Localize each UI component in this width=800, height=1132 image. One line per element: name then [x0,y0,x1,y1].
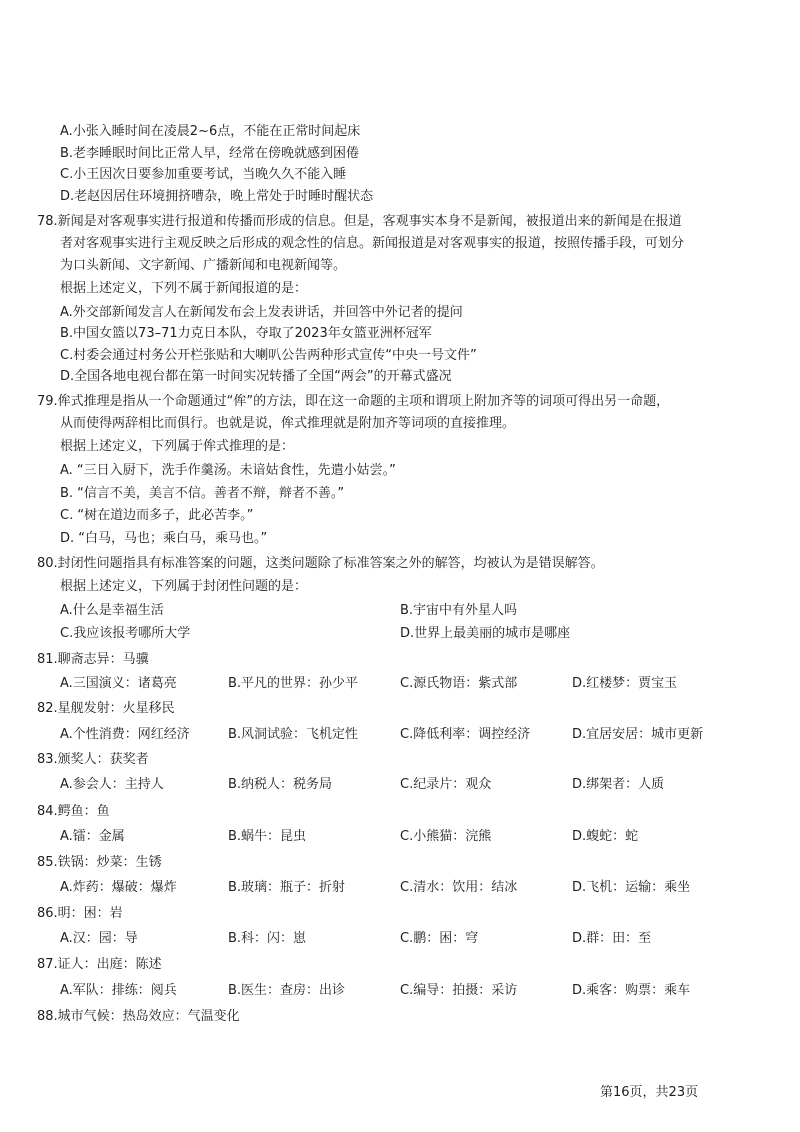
q84-option-a: A.镭：金属 [60,829,125,844]
q82-option-d: D.宜居安居：城市更新 [572,727,704,742]
q83-option-b: B.纳税人：税务局 [228,777,333,792]
q87-option-c: C.编导：拍摄：采访 [400,983,518,998]
q78-option-c: C.村委会通过村务公开栏张贴和大喇叭公告两种形式宣传“中央一号文件” [60,348,477,363]
q83-stem: 83.颁奖人：获奖者 [37,752,149,767]
q85-stem: 85.铁锅：炒菜：生锈 [37,855,162,870]
q79-prompt: 根据上述定义，下列属于侔式推理的是： [60,439,295,454]
q78-option-d: D.全国各地电视台都在第一时间实况转播了全国“两会”的开幕式盛况 [60,369,452,384]
q80-option-b: B.宇宙中有外星人吗 [400,603,518,618]
q82-option-a: A.个性消费：网红经济 [60,727,190,742]
q79-stem-line1: 79.侔式推理是指从一个命题通过“侔”的方法，即在这一命题的主项和谓项上附加齐等的词项可得出另一命题， [37,394,670,409]
q77-option-d: D.老赵因居住环境拥挤嘈杂，晚上常处于时睡时醒状态 [60,189,374,204]
q85-option-b: B.玻璃：瓶子：折射 [228,880,346,895]
q79-option-c: C. “树在道边而多子，此必苦李。” [60,508,254,523]
q87-option-b: B.医生：查房：出诊 [228,983,346,998]
q87-option-d: D.乘客：购票：乘车 [572,983,691,998]
q83-option-c: C.纪录片：观众 [400,777,492,792]
q85-option-c: C.清水：饮用：结冰 [400,880,518,895]
q83-option-d: D.绑架者：人质 [572,777,665,792]
q78-prompt: 根据上述定义，下列不属于新闻报道的是： [60,281,308,296]
q82-option-b: B.风洞试验：飞机定性 [228,727,359,742]
q82-option-c: C.降低利率：调控经济 [400,727,531,742]
q83-option-a: A.参会人：主持人 [60,777,164,792]
q78-stem-line2: 者对客观事实进行主观反映之后形成的观念性的信息。新闻报道是对客观事实的报道，按照传播手段，可划分 [60,236,685,251]
q84-option-c: C.小熊猫：浣熊 [400,829,492,844]
q88-stem: 88.城市气候：热岛效应：气温变化 [37,1009,240,1024]
q77-option-a: A.小张入睡时间在凌晨2~6点，不能在正常时间起床 [60,124,361,139]
q78-option-a: A.外交部新闻发言人在新闻发布会上发表讲话，并回答中外记者的提问 [60,305,463,320]
q81-stem: 81.聊斋志异：马骥 [37,652,149,667]
q80-option-d: D.世界上最美丽的城市是哪座 [400,626,571,641]
q77-option-c: C.小王因次日要参加重要考试，当晚久久不能入睡 [60,167,347,182]
q80-option-c: C.我应该报考哪所大学 [60,626,191,641]
q78-option-b: B.中国女篮以73–71力克日本队，夺取了2023年女篮亚洲杯冠军 [60,326,432,341]
q86-option-b: B.科：闪：崽 [228,931,307,946]
q87-option-a: A.军队：排练：阅兵 [60,983,177,998]
q78-stem-line3: 为口头新闻、文字新闻、广播新闻和电视新闻等。 [60,258,347,273]
q81-option-c: C.源氏物语：紫式部 [400,676,518,691]
q80-option-a: A.什么是幸福生活 [60,603,164,618]
q78-stem-line1: 78.新闻是对客观事实进行报道和传播而形成的信息。但是，客观事实本身不是新闻，被报道出来的新闻是在报道 [37,214,682,229]
q81-option-b: B.平凡的世界：孙少平 [228,676,359,691]
page-number: 第16页，共23页 [600,1085,699,1100]
q79-option-a: A. “三日入厨下，洗手作羹汤。未谙姑食性，先遣小姑尝。” [60,463,396,478]
q80-prompt: 根据上述定义，下列属于封闭性问题的是： [60,579,308,594]
q79-option-b: B. “信言不美，美言不信。善者不辩，辩者不善。” [60,486,345,501]
q79-stem-line2: 从而使得两辞相比而俱行。也就是说，侔式推理就是附加齐等词项的直接推理。 [60,416,516,431]
q86-option-a: A.汉：园：导 [60,931,138,946]
q86-stem: 86.明：困：岩 [37,906,123,921]
q85-option-d: D.飞机：运输：乘坐 [572,880,691,895]
q84-option-d: D.蝮蛇：蛇 [572,829,639,844]
q77-option-b: B.老李睡眠时间比正常人早，经常在傍晚就感到困倦 [60,146,360,161]
q81-option-a: A.三国演义：诸葛亮 [60,676,177,691]
q87-stem: 87.证人：出庭：陈述 [37,957,162,972]
q79-option-d: D. “白马，马也；乘白马，乘马也。” [60,531,268,546]
q85-option-a: A.炸药：爆破：爆炸 [60,880,177,895]
q86-option-d: D.群：田：至 [572,931,652,946]
q84-option-b: B.蜗牛：昆虫 [228,829,307,844]
q81-option-d: D.红楼梦：贾宝玉 [572,676,678,691]
q80-stem: 80.封闭性问题指具有标准答案的问题，这类问题除了标准答案之外的解答，均被认为是错误解答。 [37,556,604,571]
q84-stem: 84.鳄鱼：鱼 [37,804,110,819]
q86-option-c: C.鹏：困：穹 [400,931,479,946]
q82-stem: 82.星舰发射：火星移民 [37,701,175,716]
